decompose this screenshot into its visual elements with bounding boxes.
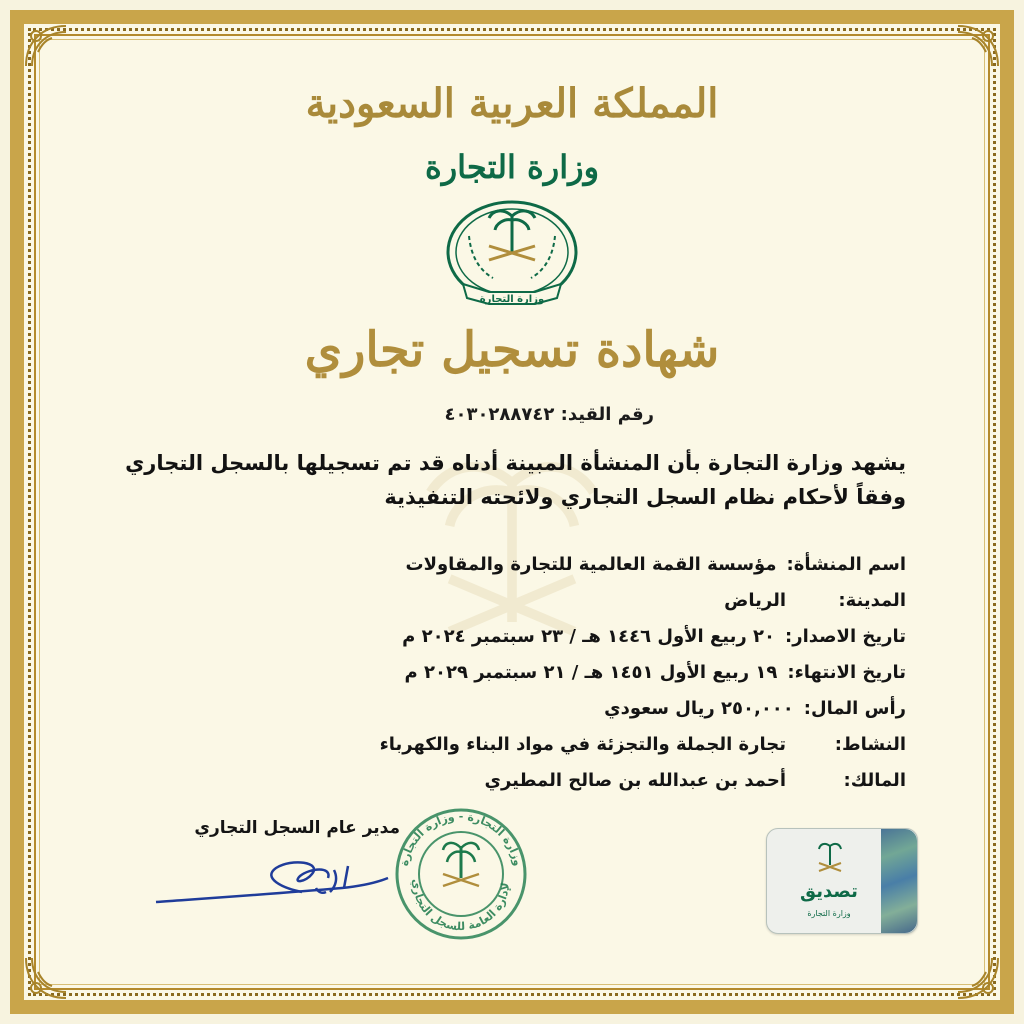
- detail-label: اسم المنشأة:: [786, 553, 906, 575]
- detail-label: النشاط:: [834, 733, 906, 755]
- corner-ornament-icon: [22, 22, 70, 70]
- detail-row-issue-date: [346, 618, 906, 654]
- hologram-strip: [881, 829, 917, 933]
- detail-row-activity: [346, 726, 906, 762]
- kingdom-title: المملكة العربية السعودية: [305, 80, 719, 127]
- detail-value: تجارة الجملة والتجزئة في مواد البناء والكهرباء: [379, 733, 786, 755]
- detail-value: الرياض: [724, 589, 786, 611]
- detail-label: المالك:: [843, 769, 906, 791]
- detail-row-expiry-date: [346, 654, 906, 690]
- detail-value: ٢٠ ربيع الأول ١٤٤٦ هـ / ٢٣ سبتمبر ٢٠٢٤ م: [402, 625, 776, 647]
- detail-row-capital: [346, 690, 906, 726]
- detail-row-city: [346, 582, 906, 618]
- establishment-details: [346, 546, 906, 798]
- registration-value: ٤٠٣٠٢٨٨٧٤٢: [444, 404, 555, 425]
- detail-label: تاريخ الانتهاء:: [787, 661, 906, 683]
- detail-row-name: [346, 546, 906, 582]
- corner-ornament-icon: [22, 954, 70, 1002]
- director-title: مدير عام السجل التجاري: [194, 818, 400, 838]
- detail-label: تاريخ الاصدار:: [785, 625, 906, 647]
- detail-value: أحمد بن عبدالله بن صالح المطيري: [484, 769, 786, 791]
- detail-value: مؤسسة القمة العالمية للتجارة والمقاولات: [405, 553, 777, 575]
- palm-swords-icon: [813, 841, 847, 877]
- official-seal: [393, 806, 529, 942]
- detail-label: رأس المال:: [803, 697, 906, 719]
- detail-value: ٢٥٠,٠٠٠ ريال سعودي: [604, 697, 794, 719]
- ministry-emblem-icon: [441, 196, 583, 312]
- seal-outer-text: وزارة التجارة - وزارة التجارة: [397, 810, 525, 868]
- seal-inner-text: لإدارة العامة للسجل التجاري: [409, 878, 513, 934]
- emblem-caption: وزارة التجارة: [479, 294, 545, 305]
- corner-ornament-icon: [954, 954, 1002, 1002]
- certificate-title: شهادة تسجيل تجاري: [304, 322, 720, 378]
- stamp-caption: وزارة التجارة: [807, 909, 851, 918]
- detail-label: المدينة:: [838, 589, 906, 611]
- detail-row-owner: [346, 762, 906, 798]
- handwritten-signature: [152, 848, 402, 912]
- registration-number: [294, 404, 654, 425]
- registration-label: رقم القيد:: [560, 404, 654, 425]
- stamp-word: تصديق: [800, 881, 858, 902]
- authentication-stamp: [766, 828, 918, 934]
- detail-value: ١٩ ربيع الأول ١٤٥١ هـ / ٢١ سبتمبر ٢٠٢٩ م: [404, 661, 778, 683]
- corner-ornament-icon: [954, 22, 1002, 70]
- ministry-title: وزارة التجارة: [424, 148, 600, 186]
- certification-statement: يشهد وزارة التجارة بأن المنشأة المبينة أدناه قد تم تسجيلها بالسجل التجاري وفقاً لأحكام نظام السجل التجاري ولائحته التنفيذية: [125, 451, 906, 509]
